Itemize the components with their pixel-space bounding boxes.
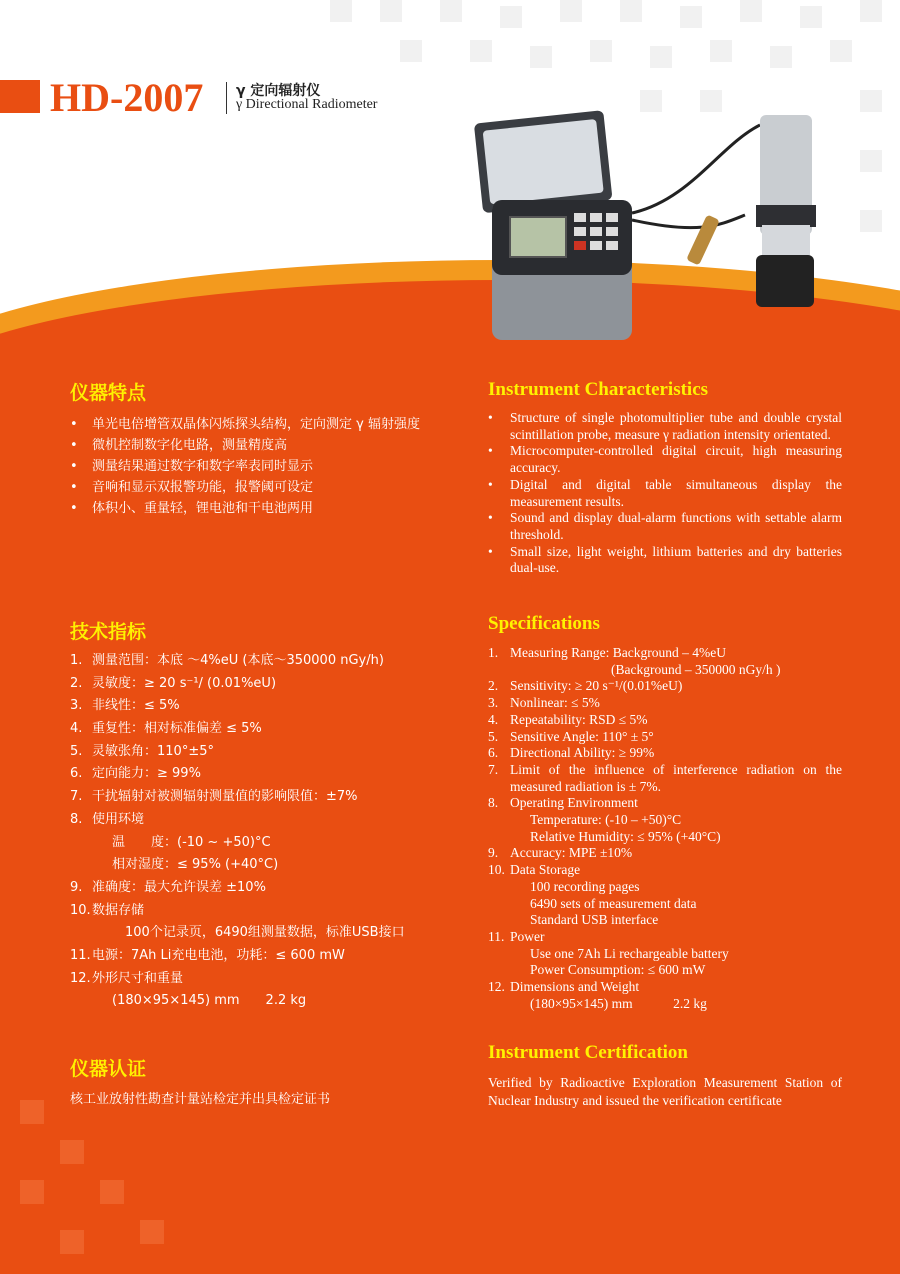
spec-text: Power: [510, 928, 545, 944]
header-accent-bar: [0, 80, 40, 113]
features-section-cn: [70, 378, 440, 519]
spec-text: 定向能力：≥ 99%: [92, 766, 201, 782]
features-title-cn: 仪器特点: [70, 382, 147, 404]
list-item: • 体积小、重量轻，锂电池和干电池两用: [70, 498, 440, 519]
spec-number: 5.: [488, 728, 499, 744]
specs-title-en: Specifications: [488, 613, 600, 634]
cert-section-cn: [70, 1054, 450, 1110]
spec-number: 1.: [70, 653, 83, 668]
spec-text: Measuring Range: Background – 4%eU: [510, 645, 726, 660]
cert-title-cn: 仪器认证: [70, 1058, 147, 1080]
spec-text: 使用环境: [92, 811, 145, 827]
spec-item: [70, 945, 450, 968]
spec-item: [488, 812, 842, 829]
spec-number: 7.: [70, 789, 83, 805]
spec-number: 6.: [70, 766, 83, 782]
spec-item: [488, 645, 842, 662]
specs-section-cn: [70, 617, 450, 1013]
radiometer-product-image: [470, 105, 840, 345]
cert-section-en: [488, 1042, 842, 1110]
spec-item: [488, 862, 842, 879]
spec-number: 9.: [488, 845, 499, 861]
spec-item: [488, 795, 842, 812]
spec-text: Standard USB interface: [530, 912, 659, 928]
spec-item: [488, 962, 842, 979]
spec-item: [488, 762, 842, 795]
spec-item: [70, 854, 450, 877]
features-list-cn: [70, 414, 440, 519]
spec-item: [488, 929, 842, 946]
spec-text: 数据存储: [92, 902, 145, 918]
spec-number: 12.: [488, 979, 505, 995]
spec-item: [70, 968, 450, 991]
product-title-cn: γ 定向辐射仪: [236, 83, 321, 99]
spec-item: [70, 832, 450, 855]
list-item: • Structure of single photomultiplier tube and double crystal scintillation probe, measure γ radiation intensity orientated.: [488, 410, 842, 443]
spec-number: 1.: [488, 645, 499, 660]
spec-item: [70, 809, 450, 832]
model-number: HD-2007: [50, 75, 204, 120]
spec-item: [488, 896, 842, 913]
spec-text: Sensitivity: ≥ 20 s⁻¹/(0.01%eU): [510, 678, 683, 694]
spec-text: Limit of the influence of interference radiation on the measured radiation is ± 7%.: [510, 761, 842, 794]
spec-item: [488, 879, 842, 896]
specs-list-cn: [70, 650, 450, 1013]
spec-number: 11.: [70, 947, 91, 963]
list-item: • Sound and display dual-alarm functions with settable alarm threshold.: [488, 510, 842, 543]
spec-item: [488, 729, 842, 746]
spec-number: 9.: [70, 879, 83, 895]
spec-text: Repeatability: RSD ≤ 5%: [510, 711, 648, 727]
spec-item: [488, 678, 842, 695]
spec-text: 温 度：(-10 ~ +50)°C: [112, 834, 271, 850]
spec-text: Directional Ability: ≥ 99%: [510, 745, 655, 761]
spec-text: Relative Humidity: ≤ 95% (+40°C): [530, 828, 721, 844]
spec-text: (180×95×145) mm 2.2 kg: [530, 995, 707, 1011]
spec-item: [70, 673, 450, 696]
list-item: • 测量结果通过数字和数字率表同时显示: [70, 456, 440, 477]
spec-number: 2.: [488, 678, 499, 694]
spec-item: [488, 829, 842, 846]
spec-item: [70, 741, 450, 764]
spec-item: [70, 786, 450, 809]
spec-number: 4.: [488, 711, 499, 727]
spec-text: 干扰辐射对被测辐射测量值的影响限值：±7%: [92, 789, 358, 805]
spec-text: Accuracy: MPE ±10%: [510, 845, 633, 861]
spec-text: 非线性：≤ 5%: [92, 698, 180, 714]
cert-text-en: Verified by Radioactive Exploration Measurement Station of Nuclear Industry and issued the verification certificate: [488, 1075, 842, 1108]
list-item: • 音响和显示双报警功能，报警阈可设定: [70, 477, 440, 498]
list-item: • 单光电倍增管双晶体闪烁探头结构，定向测定 γ 辐射强度: [70, 414, 440, 435]
spec-text: 100 recording pages: [530, 878, 640, 894]
header-divider: [226, 82, 227, 114]
list-item: • Microcomputer-controlled digital circuit, high measuring accuracy.: [488, 443, 842, 476]
specs-list-en: [488, 645, 842, 1012]
spec-number: 10.: [488, 862, 505, 878]
spec-text: Power Consumption: ≤ 600 mW: [530, 962, 706, 978]
spec-item: [488, 946, 842, 963]
spec-item: [488, 845, 842, 862]
spec-number: 5.: [70, 743, 83, 759]
spec-item: [488, 996, 842, 1013]
spec-item: [488, 979, 842, 996]
spec-text: Data Storage: [510, 862, 581, 878]
spec-item: [70, 650, 450, 673]
cert-title-en: Instrument Certification: [488, 1042, 688, 1063]
spec-text: 灵敏度：≥ 20 s⁻¹/ (0.01%eU): [92, 675, 277, 691]
spec-item: [70, 695, 450, 718]
spec-item: [488, 712, 842, 729]
spec-text: 准确度：最大允许误差 ±10%: [92, 879, 266, 895]
spec-text: Use one 7Ah Li rechargeable battery: [530, 945, 729, 961]
spec-number: 11.: [488, 928, 505, 944]
spec-item: [70, 922, 450, 945]
product-title-en: γ Directional Radiometer: [236, 97, 378, 112]
specs-section-en: [488, 613, 842, 1012]
spec-item: [70, 990, 450, 1013]
spec-text: (180×95×145) mm 2.2 kg: [112, 993, 307, 1009]
spec-item: [70, 877, 450, 900]
list-item: • 微机控制数字化电路，测量精度高: [70, 435, 440, 456]
spec-number: 8.: [488, 795, 499, 811]
features-list-en: [488, 410, 842, 577]
spec-text: Nonlinear: ≤ 5%: [510, 695, 600, 711]
spec-text: 外形尺寸和重量: [92, 970, 184, 986]
spec-number: 4.: [70, 721, 83, 737]
spec-item: [70, 718, 450, 741]
spec-item: [488, 695, 842, 712]
specs-title-cn: 技术指标: [70, 621, 147, 643]
spec-item: [488, 662, 842, 679]
spec-text: 100个记录页，6490组测量数据，标准USB接口: [112, 925, 405, 941]
spec-text: Dimensions and Weight: [510, 979, 640, 995]
spec-item: [488, 912, 842, 929]
spec-number: 10.: [70, 902, 91, 918]
spec-text: Sensitive Angle: 110° ± 5°: [510, 728, 654, 744]
spec-number: 12.: [70, 970, 91, 986]
spec-number: 7.: [488, 761, 499, 777]
spec-number: 6.: [488, 745, 499, 761]
spec-text: 灵敏张角：110°±5°: [92, 743, 214, 759]
spec-text: 重复性：相对标准偏差 ≤ 5%: [92, 721, 262, 737]
list-item: • Digital and digital table simultaneous display the measurement results.: [488, 477, 842, 510]
spec-item: [70, 763, 450, 786]
features-section-en: [488, 379, 842, 577]
spec-text: 相对湿度：≤ 95% (+40°C): [112, 857, 279, 873]
spec-text: Operating Environment: [510, 795, 638, 811]
list-item: • Small size, light weight, lithium batteries and dry batteries dual-use.: [488, 544, 842, 577]
features-title-en: Instrument Characteristics: [488, 379, 709, 400]
spec-text: 电源：7Ah Li充电电池，功耗：≤ 600 mW: [92, 947, 345, 963]
spec-text: 6490 sets of measurement data: [530, 895, 697, 911]
spec-number: 3.: [70, 698, 83, 714]
spec-number: 2.: [70, 675, 83, 691]
spec-number: 8.: [70, 811, 83, 827]
spec-item: [70, 900, 450, 923]
spec-text: Temperature: (-10 – +50)°C: [530, 812, 682, 828]
spec-text: (Background – 350000 nGy/h ): [530, 661, 781, 677]
cert-text-cn: 核工业放射性勘查计量站检定并出具检定证书: [70, 1092, 331, 1107]
spec-number: 3.: [488, 695, 499, 711]
spec-text: 测量范围：本底 ～4%eU (本底～350000 nGy/h): [92, 653, 384, 668]
spec-item: [488, 745, 842, 762]
